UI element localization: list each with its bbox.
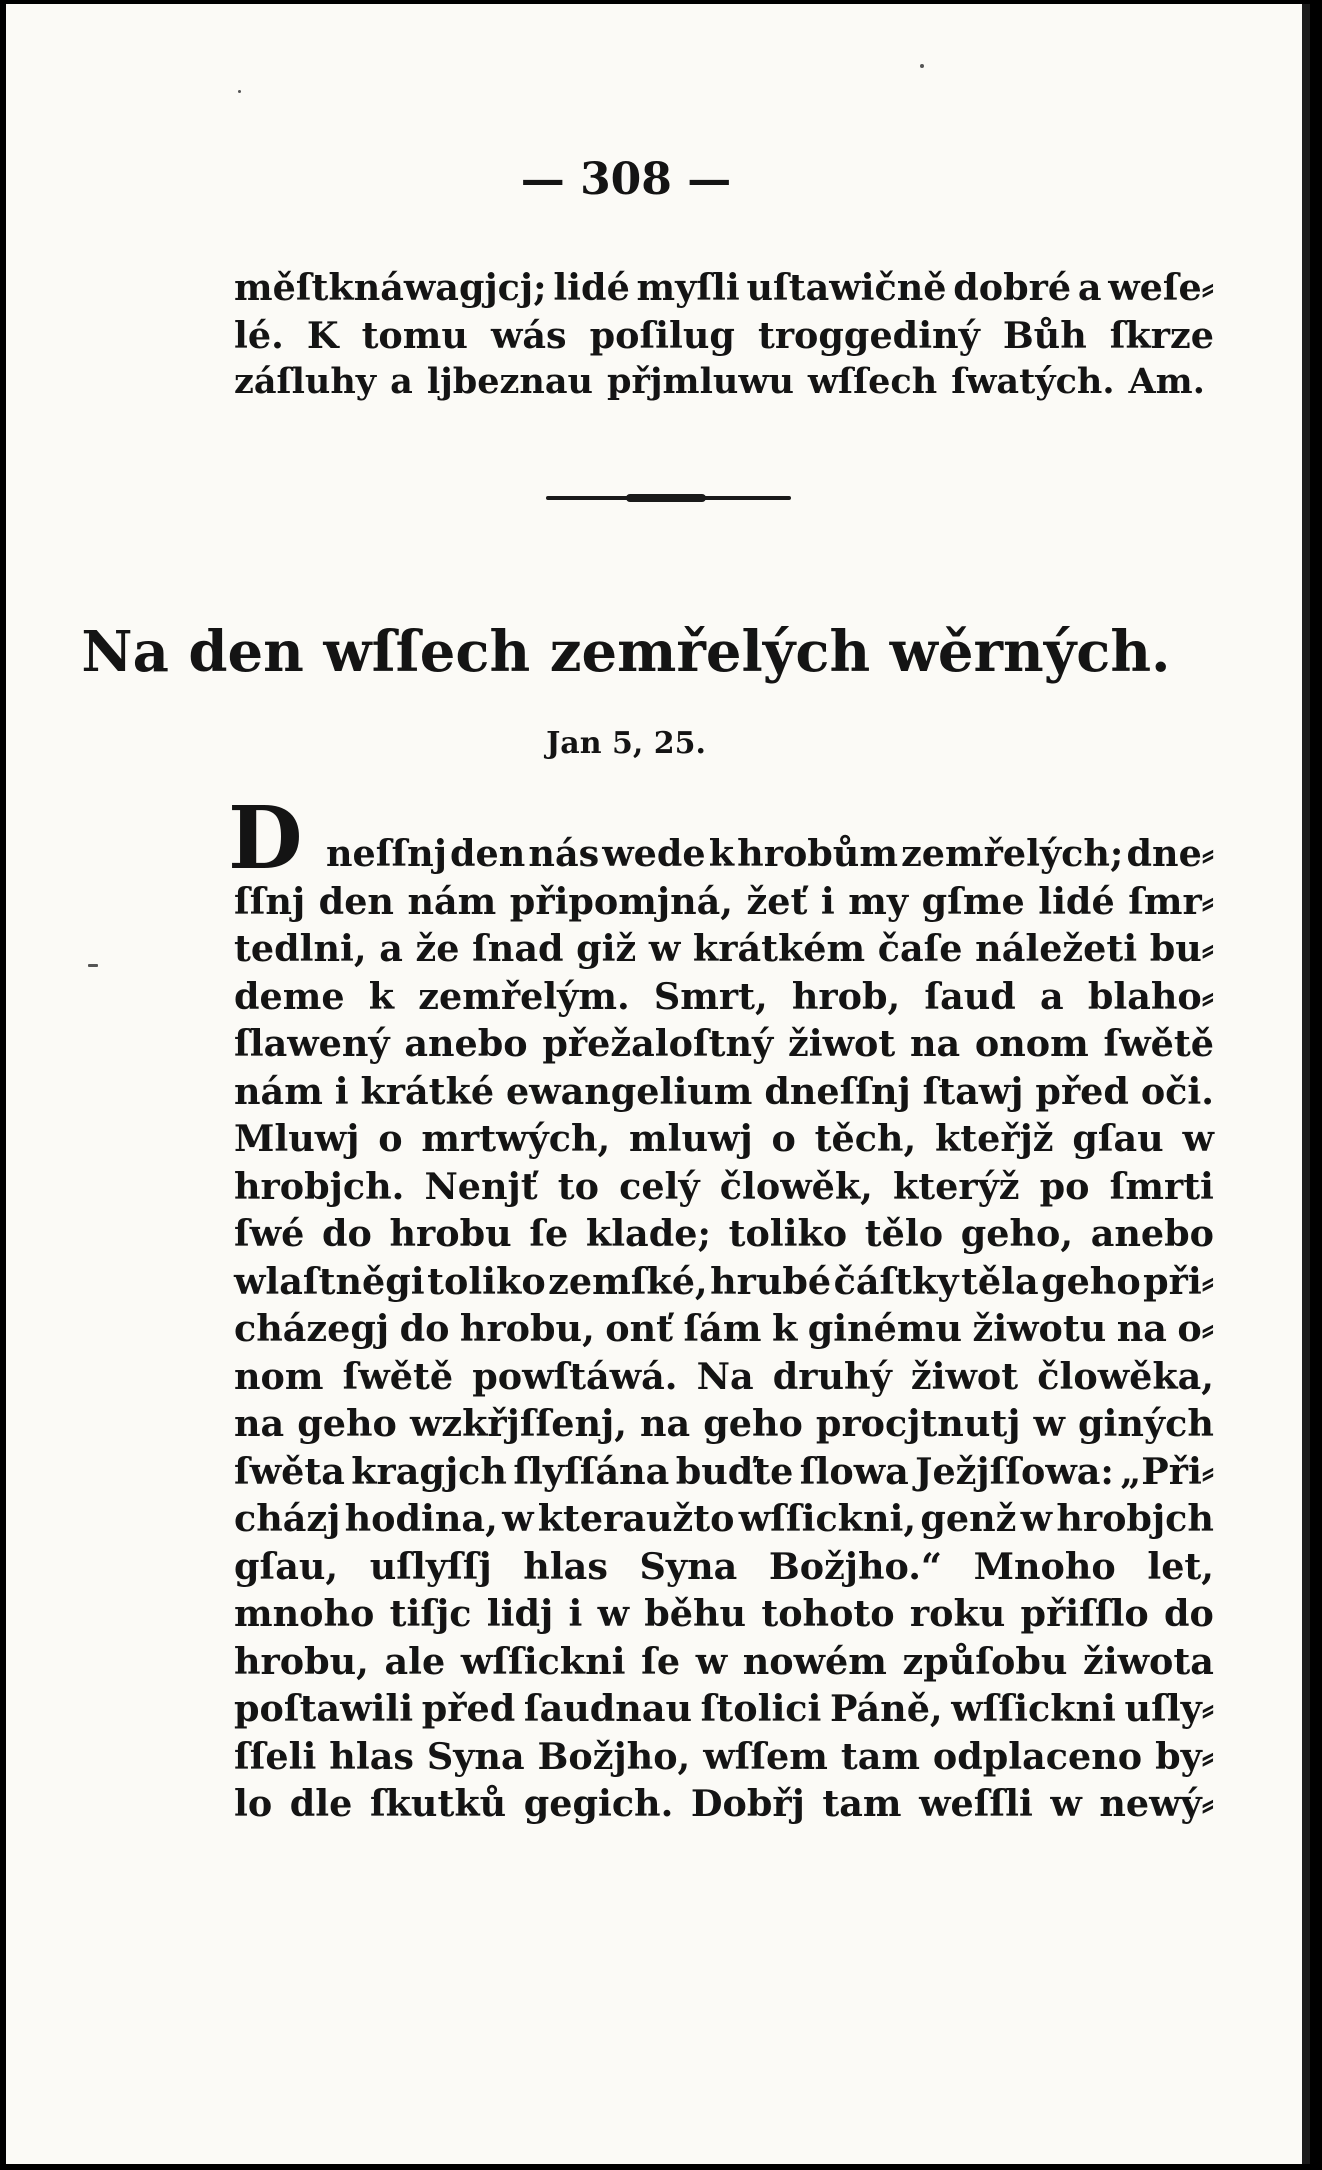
text-line: deme k zemřelým. Smrt, hrob, ſaud a blaho⸗ bbox=[234, 974, 1214, 1018]
text-line: měſtknáwagjcj; lidé myſli uſtawičně dobré a weſe⸗ bbox=[234, 266, 1214, 309]
text-line: Mluwj o mrtwých, mluwj o těch, kteřjž gſau w bbox=[234, 1117, 1214, 1160]
text-line: ſwěta kragjch ſlyſſána buďte ſlowa Ježjſſowa: „Při⸗ bbox=[234, 1449, 1214, 1493]
text-line: cházj hodina, w kteraužto wſſickni, genž w hrobjch bbox=[234, 1497, 1214, 1540]
text-line: ſlawený anebo přežaloſtný žiwot na onom ſwětě bbox=[234, 1022, 1214, 1065]
section-divider bbox=[546, 496, 791, 500]
text-line: na geho wzkřjſſenj, na geho procjtnutj w giných bbox=[234, 1402, 1214, 1445]
text-line: tedlni, a že ſnad giž w krátkém čaſe náležeti bu⸗ bbox=[234, 927, 1214, 970]
text-line: nom ſwětě powſtáwá. Na druhý žiwot člowěka, bbox=[234, 1354, 1214, 1398]
drop-cap-initial: D bbox=[228, 788, 303, 889]
paper-speck bbox=[238, 90, 241, 93]
text-line: ſſeli hlas Syna Božjho, wſſem tam odplaceno by⸗ bbox=[234, 1734, 1214, 1778]
text-line: cházegj do hrobu, onť ſám k ginému žiwotu na o⸗ bbox=[234, 1307, 1214, 1350]
page-number: — 308 — bbox=[520, 154, 732, 205]
text-line: lé. K tomu wás poſilug troggediný Bůh ſkrze bbox=[234, 313, 1214, 357]
text-line: poſtawili před ſaudnau ſtolici Páně, wſſickni uſly⸗ bbox=[234, 1687, 1214, 1730]
text-line: hrobjch. Nenjť to celý člowěk, kterýž po ſmrti bbox=[234, 1164, 1214, 1208]
text-line: lo dle ſkutků gegich. Dobřj tam weſſli w newý⸗ bbox=[234, 1782, 1214, 1825]
text-line: ſſnj den nám připomjná, žeť i my gſme lidé ſmr⸗ bbox=[234, 879, 1214, 923]
text-line: gſau, uſlyſſj hlas Syna Božjho.“ Mnoho let, bbox=[234, 1544, 1214, 1588]
text-line: záſluhy a ljbeznau přjmluwu wſſech ſwatých. Am. bbox=[234, 361, 1205, 402]
book-page bbox=[6, 4, 1310, 2164]
text-line: mnoho tiſjc lidj i w běhu tohoto roku přiſſlo do bbox=[234, 1592, 1214, 1635]
text-line: nám i krátké ewangelium dneſſnj ſtawj před oči. bbox=[234, 1069, 1214, 1113]
paper-speck bbox=[88, 964, 98, 967]
text-line: neſſnj den nás wede k hrobům zemřelých; dne⸗ bbox=[326, 832, 1214, 875]
text-line: wlaſtněgi toliko zemſké, hrubé čáſtky těla geho při⸗ bbox=[234, 1259, 1214, 1303]
scripture-reference: Jan 5, 25. bbox=[546, 726, 706, 761]
text-line: ſwé do hrobu ſe klade; toliko tělo geho, anebo bbox=[234, 1212, 1214, 1255]
paper-speck bbox=[920, 64, 924, 68]
text-line: hrobu, ale wſſickni ſe w nowém způſobu žiwota bbox=[234, 1639, 1214, 1683]
section-heading: Na den wſſech zemřelých wěrných. bbox=[81, 619, 1171, 685]
